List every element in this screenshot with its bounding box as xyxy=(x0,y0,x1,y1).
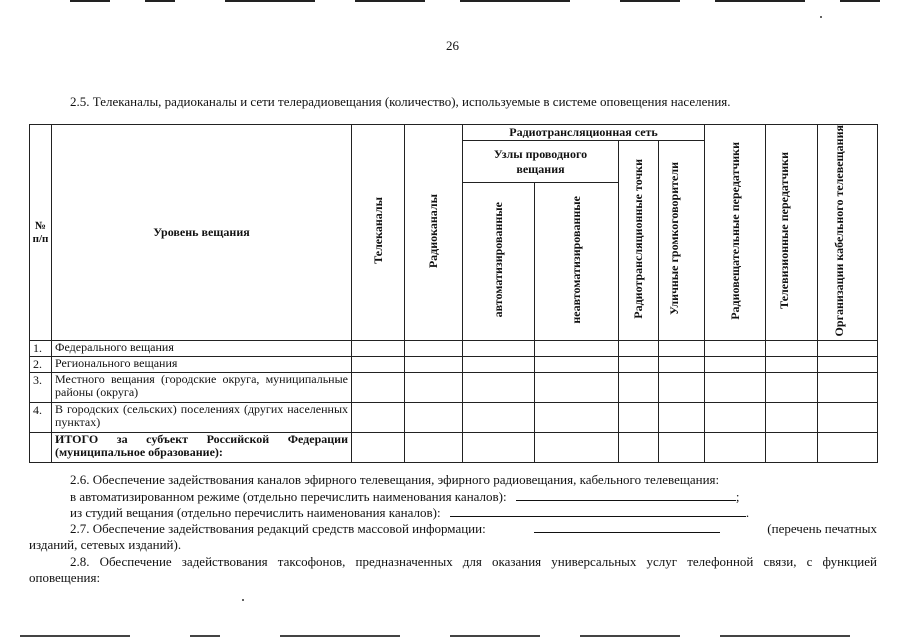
row-num: 2. xyxy=(30,357,52,373)
header-automated: автоматизированные xyxy=(463,183,535,341)
table-row-total xyxy=(30,433,878,463)
table-row xyxy=(30,341,878,357)
channels-studio-blank[interactable] xyxy=(450,505,746,517)
header-street-speakers: Уличные громкоговорители xyxy=(659,141,705,341)
section-2-8-line2: оповещения: xyxy=(29,570,101,585)
section-2-7-line1: 2.7. Обеспечение задействования редакций средств массовой информации: (перечень печатных xyxy=(70,521,877,536)
header-tv-channels: Телеканалы xyxy=(352,125,405,341)
channels-auto-blank[interactable] xyxy=(516,489,736,501)
table-row xyxy=(30,403,878,433)
header-radio-channels: Радиоканалы xyxy=(405,125,463,341)
table-row xyxy=(30,373,878,403)
section-2-8-line1: 2.8. Обеспечение задействования таксофонов, предназначенных для оказания универсальных услуг телефонной связи, с функцией xyxy=(70,554,877,569)
scan-speck xyxy=(242,599,244,601)
section-2-6-line1: 2.6. Обеспечение задействования каналов эфирного телевещания, эфирного радиовещания, кабельного телевещания: xyxy=(70,472,720,487)
header-radio-points: Радиотрансляционные точки xyxy=(619,141,659,341)
page-number: 26 xyxy=(446,38,459,53)
header-wired-nodes: Узлы проводного вещания xyxy=(463,141,619,183)
section-2-6-line3: из студий вещания (отдельно перечислить наименования каналов): . xyxy=(70,505,750,520)
header-radio-network: Радиотрансляционная сеть xyxy=(463,125,705,141)
header-non-automated: неавтоматизированные xyxy=(535,183,619,341)
row-num: 3. xyxy=(30,373,52,403)
header-tv-transmitters: Телевизионные передатчики xyxy=(766,125,818,341)
total-label: ИТОГО за субъект Российской Федерации (муниципальное образование): xyxy=(52,433,352,463)
row-label: Местного вещания (городские округа, муниципальные районы (округа) xyxy=(52,373,352,403)
header-cable-orgs: Организации кабельного телевещания xyxy=(818,125,878,341)
section-2-7-line2: изданий, сетевых изданий). xyxy=(29,537,182,552)
header-level: Уровень вещания xyxy=(52,125,352,341)
header-num: № п/п xyxy=(30,125,52,341)
row-label: Регионального вещания xyxy=(52,357,352,373)
scan-speck xyxy=(820,16,822,18)
row-num: 1. xyxy=(30,341,52,357)
table-row xyxy=(30,357,878,373)
media-blank[interactable] xyxy=(534,521,720,533)
header-radio-transmitters: Радиовещательные передатчики xyxy=(705,125,766,341)
row-num: 4. xyxy=(30,403,52,433)
row-label: В городских (сельских) поселениях (других населенных пунктах) xyxy=(52,403,352,433)
row-label: Федерального вещания xyxy=(52,341,352,357)
top-border xyxy=(0,0,905,2)
section-2-6-line2: в автоматизированном режиме (отдельно перечислить наименования каналов): ; xyxy=(70,489,740,504)
section-heading: 2.5. Телеканалы, радиоканалы и сети телерадиовещания (количество), используемые в системе оповещения населения. xyxy=(70,94,731,109)
bottom-border xyxy=(0,635,905,637)
broadcast-table xyxy=(29,124,878,463)
